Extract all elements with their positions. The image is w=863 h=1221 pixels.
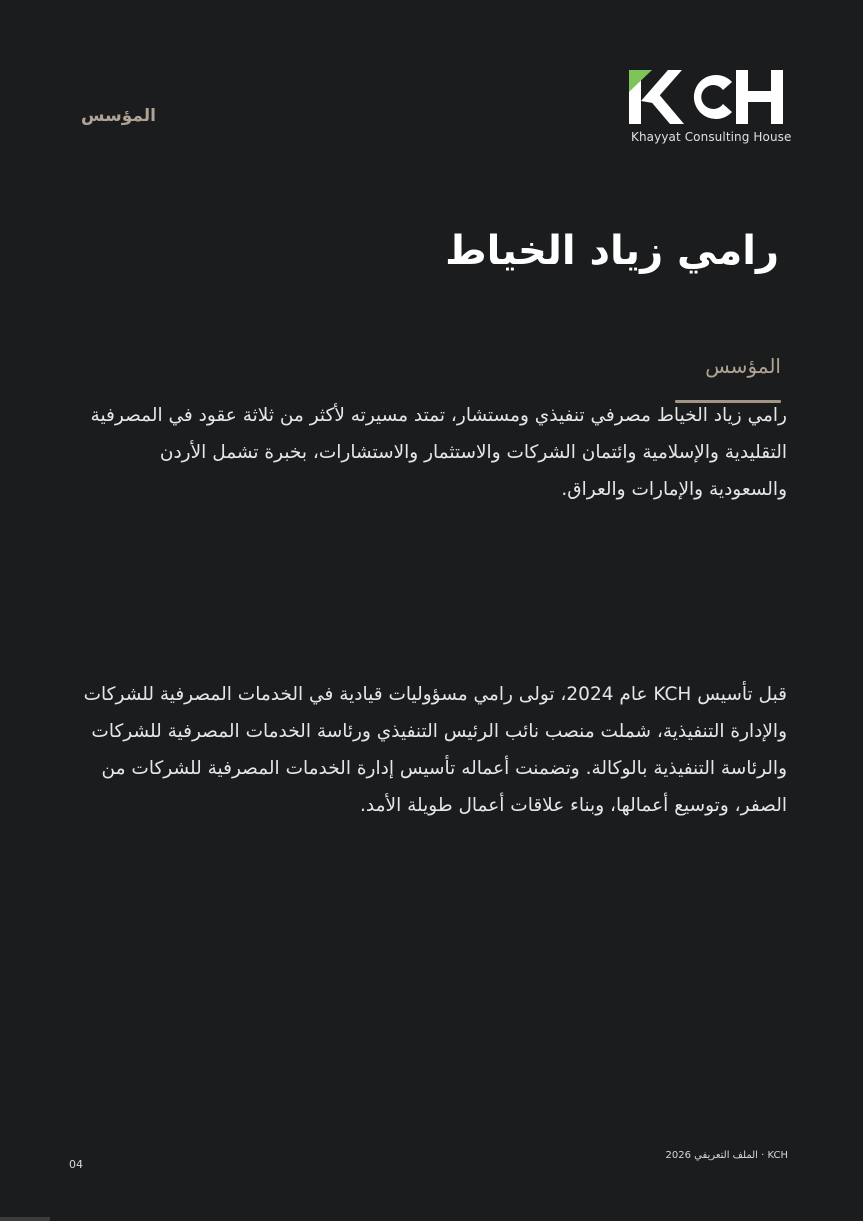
- kch-logo: [628, 68, 792, 148]
- kch-logo-mark: [628, 68, 784, 126]
- bottom-edge-bar: [0, 1217, 50, 1221]
- bio-paragraph-1: رامي زياد الخياط مصرفي تنفيذي ومستشار، تمتد مسيرته لأكثر من ثلاثة عقود في المصرفية التقليدية والإسلامية وائتمان الشركات والاستثمار والاستشارات، بخبرة تشمل الأردن والسعودية والإمارات والعراق.: [90, 405, 787, 500]
- page-number: 04: [69, 1158, 83, 1171]
- person-role: المؤسس: [705, 354, 781, 378]
- header-section-label: المؤسس: [81, 106, 157, 126]
- logo-tagline: Khayyat Consulting House: [631, 130, 792, 144]
- person-name: رامي زياد الخياط: [445, 228, 779, 274]
- bio-paragraph-2: قبل تأسيس KCH عام 2024، تولى رامي مسؤوليات قيادية في الخدمات المصرفية للشركات والإدارة التنفيذية، شملت منصب نائب الرئيس التنفيذي ورئاسة الخدمات المصرفية للشركات والرئاسة التنفيذية بالوكالة. وتضمنت أعماله تأسيس إدارة الخدمات المصرفية للشركات من الصفر، وتوسيع أعمالها، وبناء علاقات أعمال طويلة الأمد.: [83, 684, 787, 816]
- footer-doc-label: KCH · الملف التعريفي 2026: [665, 1150, 788, 1161]
